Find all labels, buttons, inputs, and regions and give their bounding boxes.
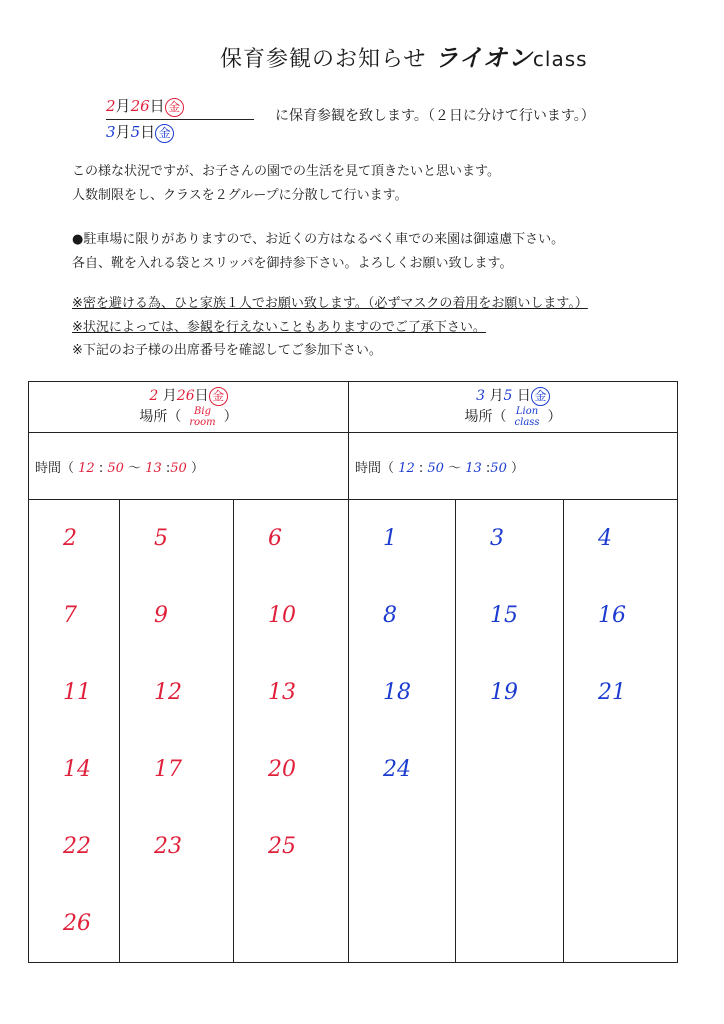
s2-start-m: 50 [427, 460, 444, 476]
s1-day: 26 [176, 388, 195, 404]
s1-start-h: 12 [78, 460, 95, 476]
attendance-number: 22 [63, 834, 91, 859]
paragraph-1: この様な状況ですが、お子さんの園での生活を見て頂きたいと思います。 [72, 164, 500, 179]
attendance-number: 26 [63, 911, 91, 936]
paragraph-parking: ●駐車場に限りがありますので、お近くの方はなるべく車での来園は御遠慮下さい。 [72, 232, 565, 247]
attendance-table [28, 381, 678, 963]
attendance-number: 25 [268, 834, 296, 859]
attendance-number: 12 [154, 680, 182, 705]
s1-place [189, 406, 215, 428]
s1-end-h: 13 [145, 460, 162, 476]
s2-place-close: ） [547, 409, 562, 425]
attendance-number: 21 [598, 680, 627, 705]
paragraph-2: 人数制限をし、クラスを２グループに分散して行います。 [72, 188, 408, 203]
invite-text: に保育参観を致します。（２日に分けて行います。） [275, 108, 595, 124]
s1-time-close: ） [190, 460, 204, 476]
attendance-number: 10 [268, 603, 296, 628]
attendance-number: 5 [154, 526, 168, 551]
s1-col-3 [234, 500, 349, 963]
date2-month-char: 月 [115, 123, 131, 141]
attendance-number: 18 [383, 680, 412, 705]
attendance-number: 11 [63, 680, 91, 705]
date1-month: 2 [106, 97, 116, 115]
attendance-number: 23 [154, 834, 182, 859]
attendance-number: 16 [598, 603, 627, 628]
date2-day-char: 日 [140, 123, 156, 141]
date1-day-char: 日 [149, 97, 165, 115]
s1-place-label: 場所（ [139, 409, 182, 425]
s1-col-2 [120, 500, 234, 963]
attendance-number: 15 [490, 603, 519, 628]
title-text: 保育参観のお知らせ [220, 47, 427, 72]
session2-time: 時間（ 12 : 50 ～ 13 :50 ） [349, 433, 678, 500]
s2-col-3 [564, 500, 678, 963]
paragraph-slippers: 各自、靴を入れる袋とスリッパを御持参下さい。よろしくお願い致します。 [72, 256, 513, 271]
s1-end-m: 50 [170, 460, 187, 476]
date1-month-char: 月 [115, 97, 131, 115]
s2-weekday: 金 [531, 387, 550, 406]
attendance-number: 8 [383, 603, 398, 628]
s2-day-char: 日 [516, 388, 531, 404]
date1-weekday: 金 [165, 98, 184, 117]
attendance-number: 14 [63, 757, 91, 782]
s2-start-h: 12 [398, 460, 415, 476]
attendance-number: 6 [268, 526, 282, 551]
session2-header [349, 382, 678, 433]
s2-month-char: 月 [489, 388, 504, 404]
s2-time-close: ） [510, 460, 524, 476]
s1-weekday: 金 [209, 387, 228, 406]
date-line-2 [106, 120, 254, 144]
title-class: class [532, 47, 588, 71]
attendance-number: 4 [598, 526, 613, 551]
attendance-number: 17 [154, 757, 182, 782]
note-cancel: ※状況によっては、参観を行えないこともありますのでご了承下さい。 [72, 320, 486, 335]
s1-month: 2 [149, 388, 159, 404]
attendance-number: 7 [63, 603, 77, 628]
s1-place-close: ） [223, 409, 238, 425]
s1-col-1 [29, 500, 120, 963]
s1-tilde: ～ [128, 460, 142, 476]
s2-tilde: ～ [448, 460, 462, 476]
s1-place-line1: Big [194, 406, 211, 417]
date1-day: 26 [130, 97, 150, 115]
s2-place-line2: class [514, 417, 540, 428]
s1-time-label: 時間（ [35, 460, 75, 476]
s2-place-label: 場所（ [464, 409, 507, 425]
note-attendance: ※下記のお子様の出席番号を確認してご参加下さい。 [72, 343, 382, 358]
note-mask: ※密を避ける為、ひと家族１人でお願い致します。（必ずマスクの着用をお願いします。） [72, 296, 588, 311]
s2-col-1 [349, 500, 456, 963]
date2-month: 3 [106, 123, 116, 141]
attendance-number: 13 [268, 680, 296, 705]
page-title [220, 38, 588, 73]
title-brand: ライオン [434, 44, 533, 72]
session1-time: 時間（ 12 : 50 ～ 13 :50 ） [29, 433, 349, 500]
s2-end-m: 50 [490, 460, 507, 476]
attendance-number: 3 [490, 526, 505, 551]
s2-end-h: 13 [465, 460, 482, 476]
date2-weekday: 金 [155, 124, 174, 143]
session1-header [29, 382, 349, 433]
s2-month: 3 [476, 388, 486, 404]
attendance-number: 1 [383, 526, 398, 551]
attendance-number: 9 [154, 603, 168, 628]
s2-place-line1: Lion [515, 406, 539, 417]
event-dates [106, 94, 254, 144]
attendance-number: 20 [268, 757, 296, 782]
date-line-1 [106, 94, 254, 120]
s2-place [515, 406, 540, 428]
date2-day: 5 [130, 123, 141, 141]
attendance-number: 19 [490, 680, 519, 705]
s1-place-line2: room [189, 417, 216, 428]
s2-time-label: 時間（ [355, 460, 395, 476]
s2-day: 5 [503, 388, 513, 404]
s1-month-char: 月 [162, 388, 177, 404]
s2-col-2 [456, 500, 564, 963]
attendance-number: 2 [63, 526, 77, 551]
s1-start-m: 50 [107, 460, 124, 476]
attendance-number: 24 [383, 757, 412, 782]
s1-day-char: 日 [194, 388, 209, 404]
